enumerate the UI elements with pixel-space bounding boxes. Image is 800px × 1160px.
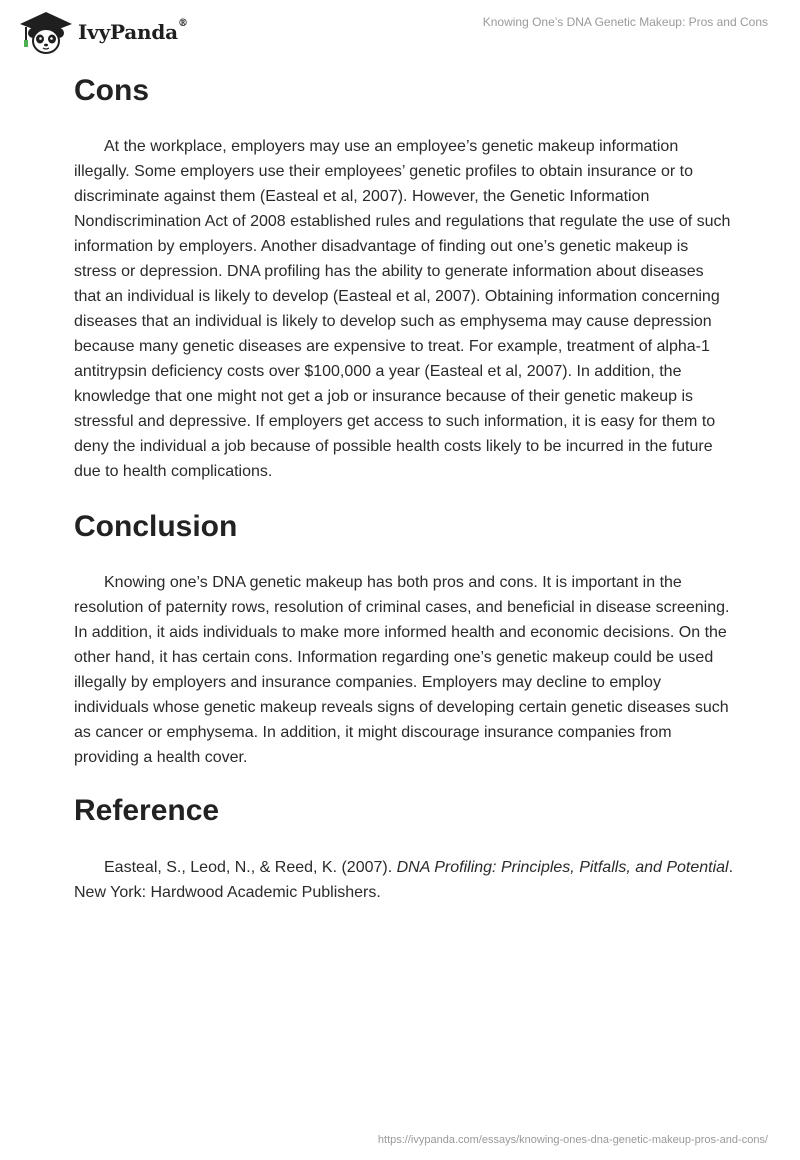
cons-heading: Cons bbox=[74, 74, 149, 107]
reference-heading: Reference bbox=[74, 794, 220, 827]
section-cons bbox=[74, 70, 734, 484]
essay-content bbox=[74, 70, 734, 905]
panda-graduate-icon bbox=[14, 8, 76, 56]
document-title: Knowing One’s DNA Genetic Makeup: Pros and Cons bbox=[482, 15, 768, 29]
logo-wordmark: IvyPanda® bbox=[78, 18, 188, 44]
section-reference bbox=[74, 790, 734, 905]
citation-publisher: . New York: Hardwood Academic Publishers. bbox=[74, 859, 734, 901]
cons-paragraph: At the workplace, employers may use an employee’s genetic makeup information illegally. Some employers use their employees’ genetic profiles to obtain insurance or to discriminate against them (Easteal et al, 2007). However, the Genetic Information Nondiscrimination Act of 2008 established rules and regulations that regulate the use of such information by employers. Another disadvantage of finding out one’s genetic makeup is stress or depression. DNA profiling has the ability to generate information about diseases that an individual is likely to develop (Easteal et al, 2007). Obtaining information concerning diseases that an individual is likely to develop such as emphysema may cause depression because many genetic diseases are expensive to treat. For example, treatment of alpha-1 antitrypsin deficiency costs over $100,000 a year (Easteal et al, 2007). In addition, the knowledge that one might not get a job or insurance because of their genetic makeup is stressful and depressive. If employers get access to such information, it is easy for them to deny the individual a job because of possible health costs likely to be incurred in the future due to health complications. bbox=[74, 138, 731, 480]
conclusion-paragraph: Knowing one’s DNA genetic makeup has both pros and cons. It is important in the resolution of paternity rows, resolution of criminal cases, and beneficial in disease screening. In addition, it aids individuals to make more informed health and economic decisions. On the other hand, it has certain cons. Information regarding one’s genetic makeup could be used illegally by employers and insurance companies. Employers may decline to employ individuals whose genetic makeup reveals signs of developing certain genetic diseases such as cancer or emphysema. In addition, it might discourage insurance companies from providing a health cover. bbox=[74, 574, 730, 766]
citation-authors: Easteal, S., Leod, N., & Reed, K. (2007). bbox=[104, 859, 397, 876]
reference-citation bbox=[74, 855, 734, 905]
page-header bbox=[0, 0, 800, 64]
citation-title: DNA Profiling: Principles, Pitfalls, and Potential bbox=[396, 859, 729, 876]
conclusion-heading: Conclusion bbox=[74, 510, 238, 543]
ivypanda-logo[interactable] bbox=[14, 8, 188, 56]
source-url[interactable]: https://ivypanda.com/essays/knowing-ones-dna-genetic-makeup-pros-and-cons/ bbox=[377, 1134, 768, 1146]
section-conclusion bbox=[74, 506, 734, 770]
